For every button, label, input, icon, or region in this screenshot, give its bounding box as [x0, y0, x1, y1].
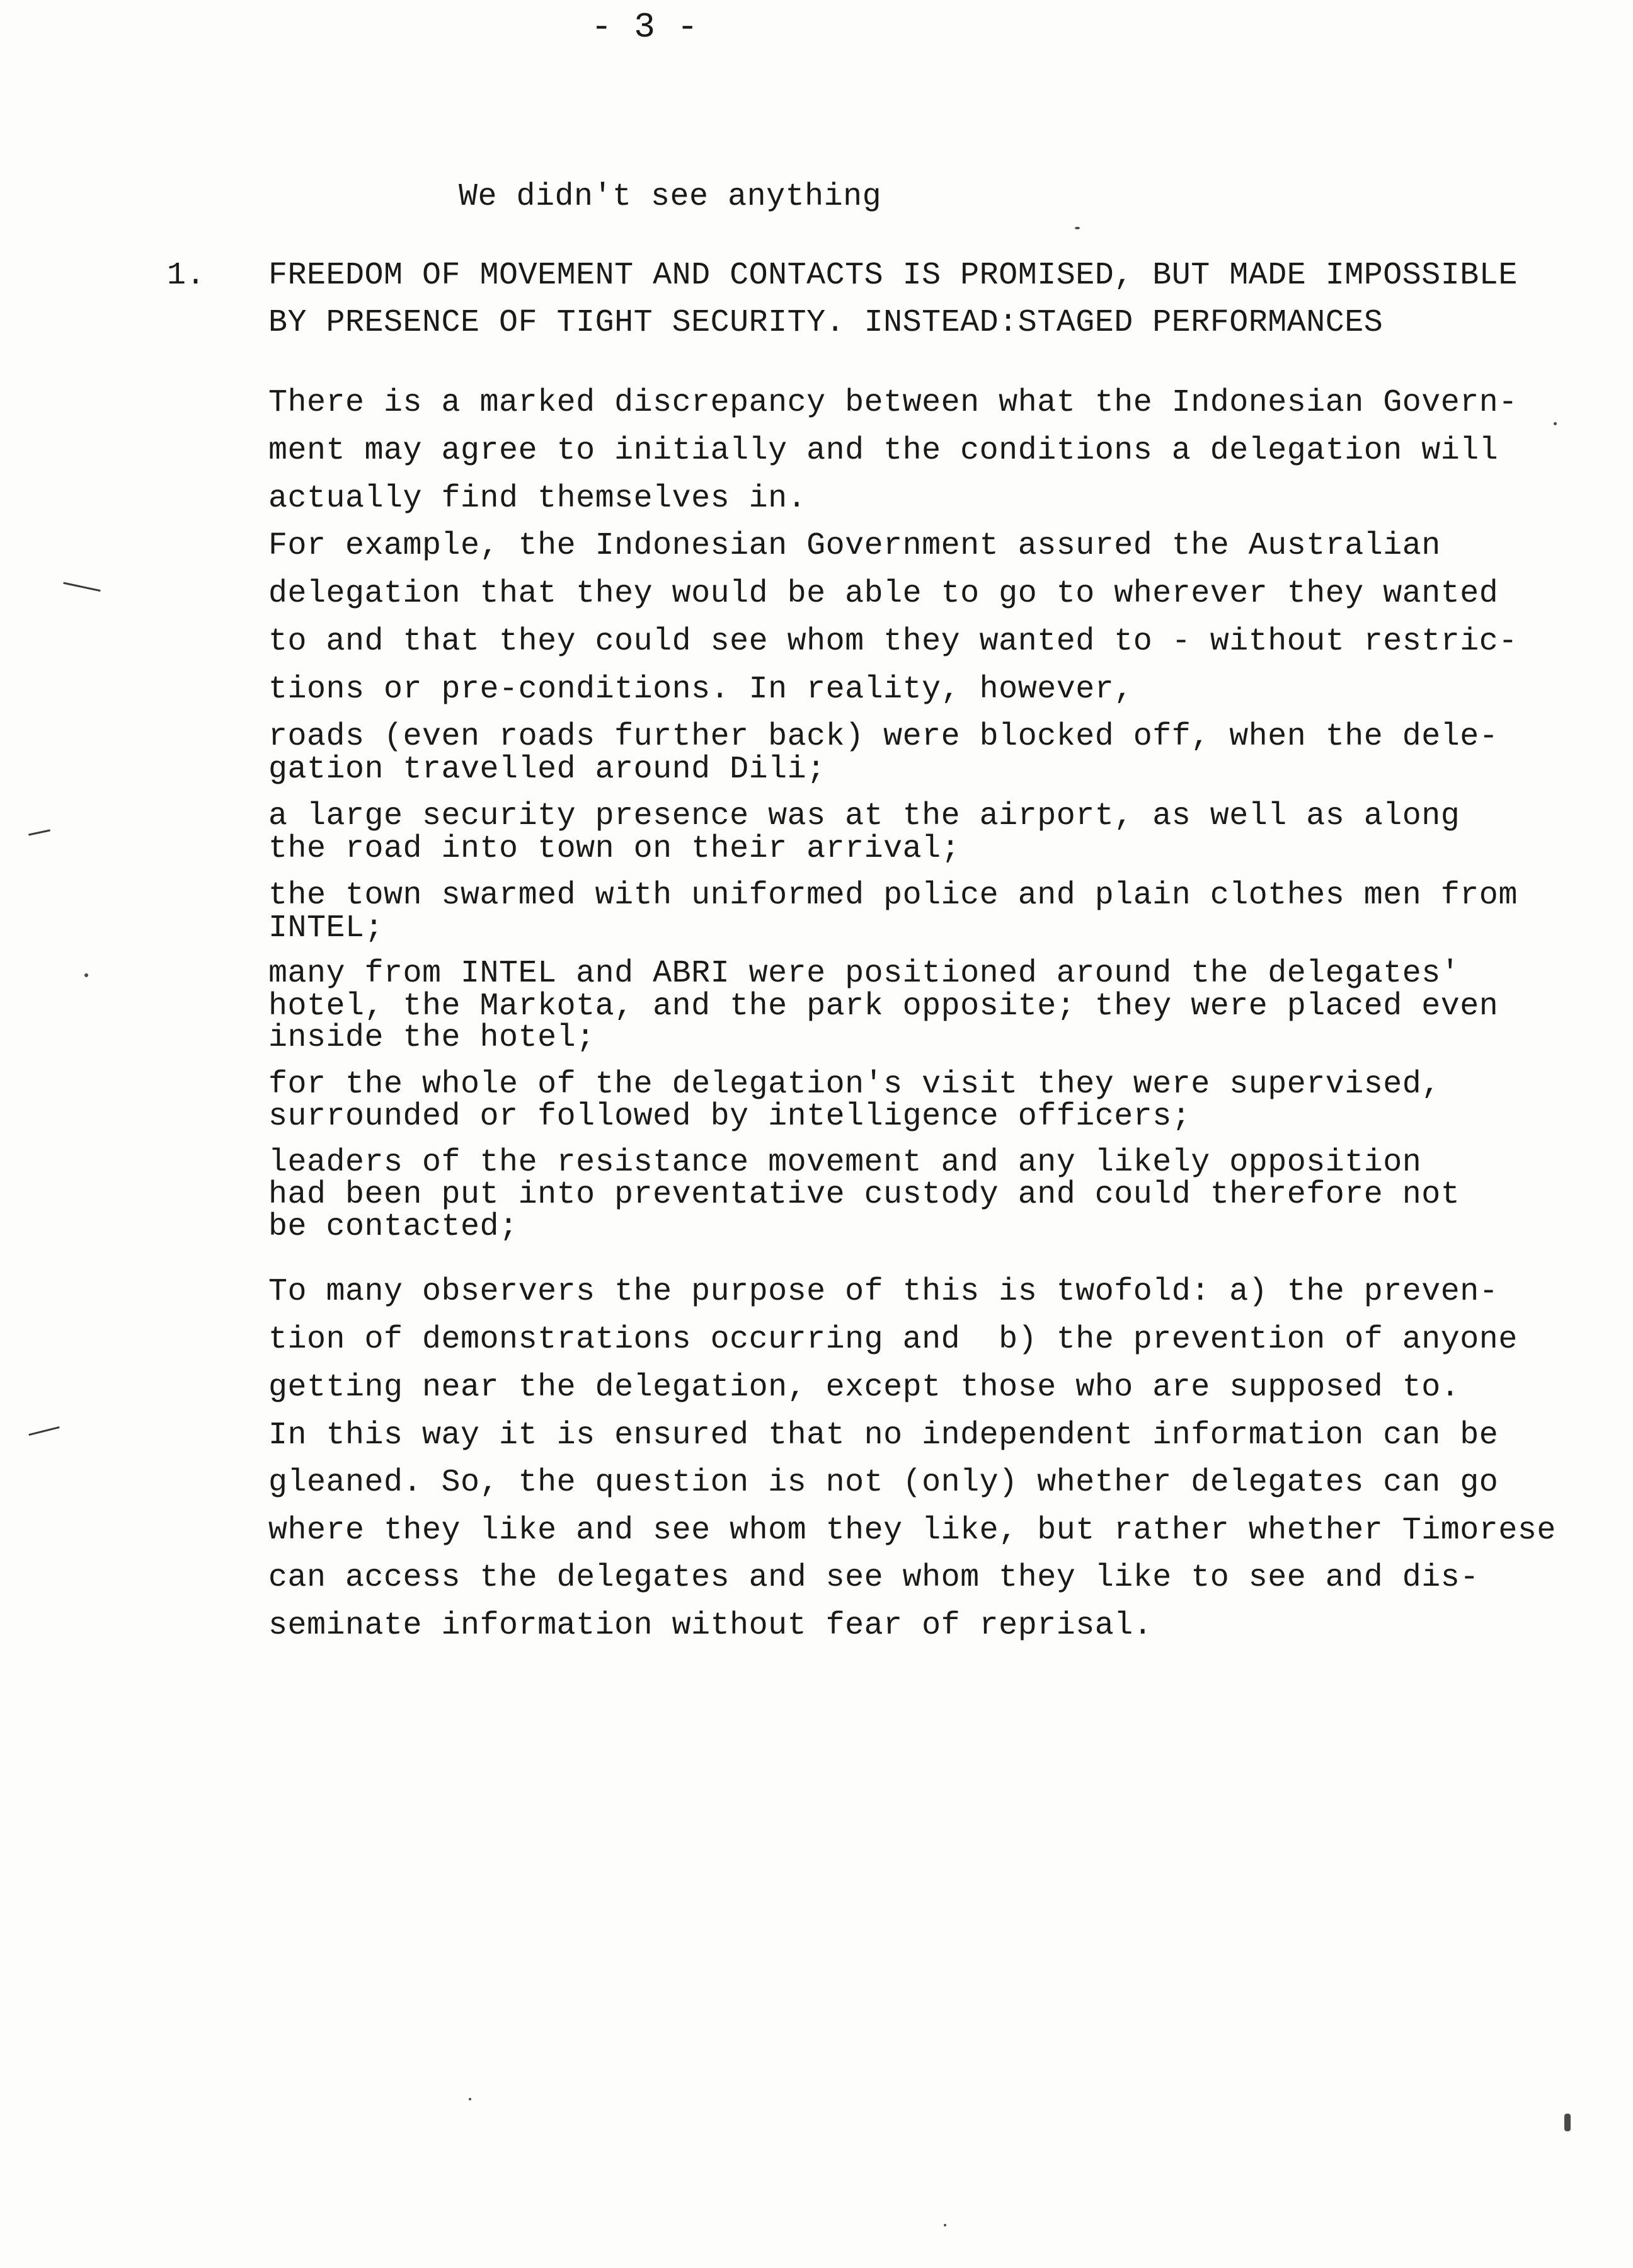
list-item-line: leaders of the resistance movement and any likely opposition: [268, 1145, 1422, 1181]
list-item-line: hotel, the Markota, and the park opposite; they were placed even: [268, 988, 1499, 1024]
page-number: - 3 -: [591, 7, 699, 47]
paragraph-line: delegation that they would be able to go to wherever they wanted: [268, 576, 1499, 612]
list-item-line: for the whole of the delegation's visit they were supervised,: [268, 1067, 1441, 1102]
paragraph-line: gleaned. So, the question is not (only) whether delegates can go: [268, 1465, 1499, 1501]
document-title: We didn't see anything: [459, 179, 882, 215]
paragraph-line: can access the delegates and see whom they like to see and dis-: [268, 1560, 1479, 1596]
list-item-line: roads (even roads further back) were blocked off, when the dele-: [268, 719, 1499, 755]
list-item-line: INTEL;: [268, 910, 384, 946]
section-heading-line: BY PRESENCE OF TIGHT SECURITY. INSTEAD:STAGED PERFORMANCES: [268, 305, 1384, 341]
list-item-line: the town swarmed with uniformed police and plain clothes men from: [268, 878, 1518, 914]
list-item-line: be contacted;: [268, 1209, 519, 1245]
scan-artifact-mark: [63, 582, 100, 592]
paragraph-line: In this way it is ensured that no independent information can be: [268, 1418, 1499, 1453]
scan-artifact-dot: [1564, 2114, 1571, 2131]
list-item-line: had been put into preventative custody and could therefore not: [268, 1177, 1460, 1213]
list-item-line: the road into town on their arrival;: [268, 831, 961, 867]
paragraph-line: where they like and see whom they like, but rather whether Timorese: [268, 1513, 1556, 1549]
paragraph-line: tion of demonstrations occurring and b) the prevention of anyone: [268, 1322, 1518, 1358]
scan-artifact-dot: [84, 973, 88, 977]
scan-artifact-mark: [28, 829, 50, 835]
list-item-line: gation travelled around Dili;: [268, 752, 826, 788]
paragraph-line: There is a marked discrepancy between what the Indonesian Govern-: [268, 385, 1518, 421]
section-heading-line: FREEDOM OF MOVEMENT AND CONTACTS IS PROMISED, BUT MADE IMPOSSIBLE: [268, 258, 1518, 294]
paragraph-line: To many observers the purpose of this is twofold: a) the preven-: [268, 1274, 1499, 1310]
paragraph-line: to and that they could see whom they wanted to - without restric-: [268, 624, 1518, 660]
scan-artifact-dot: [1075, 227, 1080, 229]
scan-artifact-dot: [469, 2098, 471, 2100]
list-item-line: surrounded or followed by intelligence officers;: [268, 1099, 1191, 1135]
section-number: 1.: [167, 258, 206, 294]
paragraph-line: getting near the delegation, except those who are supposed to.: [268, 1370, 1460, 1406]
paragraph-line: For example, the Indonesian Government assured the Australian: [268, 528, 1441, 564]
list-item-line: many from INTEL and ABRI were positioned around the delegates': [268, 956, 1460, 992]
scan-artifact-dot: [944, 2224, 946, 2226]
paragraph-line: tions or pre-conditions. In reality, however,: [268, 672, 1133, 707]
list-item-line: a large security presence was at the airport, as well as along: [268, 798, 1460, 834]
paragraph-line: ment may agree to initially and the conditions a delegation will: [268, 433, 1499, 469]
list-item-line: inside the hotel;: [268, 1020, 595, 1056]
paragraph-line: seminate information without fear of reprisal.: [268, 1608, 1153, 1644]
scan-artifact-dot: [1554, 422, 1557, 425]
scan-artifact-mark: [28, 1426, 59, 1436]
paragraph-line: actually find themselves in.: [268, 481, 807, 517]
